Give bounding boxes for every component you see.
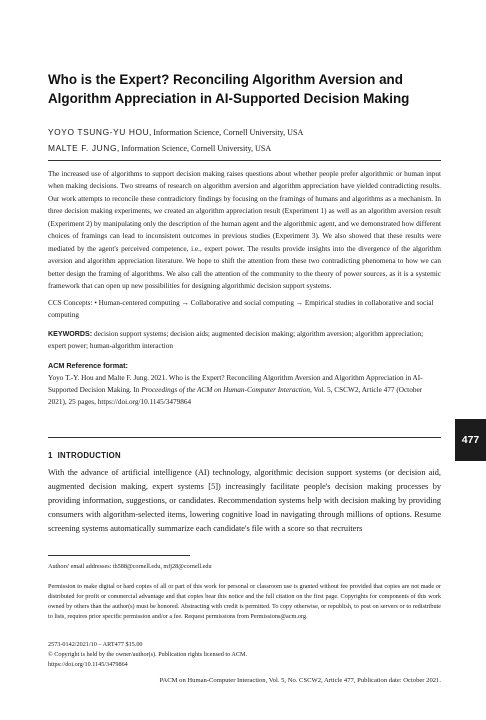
reference-heading: ACM Reference format: [48, 361, 128, 370]
author-list [48, 125, 441, 156]
reference-text: Yoyo T.-Y. Hou and Malte F. Jung. 2021. Who is the Expert? Reconciling Algorithm Aversion and Algorithm Appreciation in AI-Supported Decision Making. In [48, 374, 423, 394]
author-affiliation: , Information Science, Cornell University, USA [149, 128, 304, 137]
reference-details: , Vol. 5, CSCW2, Article 477 (October 2021), 25 pages, https://doi.org/10.1145/3479864 [48, 386, 423, 406]
page-footer: PACM on Human-Computer Interaction, Vol. 5, No. CSCW2, Article 477, Publication date: October 2021. [159, 677, 441, 684]
reference-venue: Proceedings of the ACM on Human-Computer Interaction [141, 386, 310, 394]
title-divider [48, 160, 441, 161]
doi-link[interactable]: https://doi.org/10.1145/3479864 [48, 661, 128, 668]
abstract-divider [48, 437, 441, 438]
keywords-text: decision support systems; decision aids; augmented decision making; algorithm aversion; algorithm appreciation; expert power; human-algorithm interaction [48, 330, 424, 350]
section-heading [48, 450, 441, 462]
section-title: INTRODUCTION [57, 451, 121, 460]
abstract: The increased use of algorithms to support decision making raises questions about whether people prefer algorithmic or human input when making decisions. Two streams of research on algorithm aversion and algorithm appreciation have yielded contradicting results. Our work attempts to reconcile these contradictory findings by focusing on the framings of humans and algorithms as a mechanism. In three decision making experiments, we created an algorithm appreciation result (Experiment 1) as well as an algorithm aversion result (Experiment 2) by manipulating only the description of the human agent and the algorithmic agent, and we demonstrated how different choices of framings can lead to inconsistent outcomes in previous studies (Experiment 3). We also showed that these results were mediated by the agent's perceived competence, i.e., expert power. The results provide insights into the divergence of the algorithm aversion and algorithm appreciation literature. We hope to shift the attention from these two contradicting phenomena to how we can better design the framing of algorithms. We also call the attention of the community to the theory of power sources, as it is a systemic framework that can open up new possibilities for designing algorithmic decision support systems. [48, 170, 441, 291]
ccs-concepts: CCS Concepts: • Human-centered computing → Collaborative and social computing → Empirical studies in collaborative and social computing [48, 299, 434, 319]
author-entry [48, 141, 441, 157]
keywords-label: KEYWORDS: [48, 330, 93, 338]
author-name: MALTE F. JUNG [48, 142, 118, 153]
author-emails: Authors' email addresses: th588@cornell.edu, mfj28@cornell.edu [48, 563, 212, 570]
intro-paragraph: With the advance of artificial intelligence (AI) technology, algorithmic decision support systems (or decision aid, augmented decision making, expert systems [5]) increasingly facilitate people's decision making processes by providing information, suggestions, or candidates. Recommendation systems help with decision making by providing consumers with algorithm-selected items, lowering cognitive load in navigating through millions of options. Resume screening systems automatically summarize each candidate's file with a score so that recruiters [48, 468, 441, 533]
reference-format [48, 372, 441, 408]
paper-title: Who is the Expert? Reconciling Algorithm Aversion and Algorithm Appreciation in AI-Supported Decision Making [48, 72, 410, 106]
author-affiliation: , Information Science, Cornell University, USA [117, 143, 272, 153]
copyright-block [48, 640, 441, 670]
author-entry [48, 125, 441, 141]
copyright-line: © Copyright is held by the owner/author(s). Publication rights licensed to ACM. [48, 651, 248, 658]
section-number: 1 [48, 451, 53, 460]
keywords [48, 328, 441, 352]
permission-notice: Permission to make digital or hard copies of all or part of this work for personal or classroom use is granted without fee provided that copies are not made or distributed for profit or commercial advantage and that copies bear this notice and the full citation on the first page. Copyrights for components of this work owned by others than the author(s) must be honored. Abstracting with credit is permitted. To copy otherwise, or republish, to post on servers or to redistribute to lists, requires prior specific permission and/or a fee. Request permissions from Permissions@acm.org. [48, 583, 441, 621]
article-number-tab: 477 [455, 419, 486, 461]
issn-line: 2573-0142/2021/10 – ART477 $15.00 [48, 641, 143, 648]
author-name: YOYO TSUNG-YU HOU [48, 127, 150, 137]
footnote-divider [48, 555, 190, 556]
